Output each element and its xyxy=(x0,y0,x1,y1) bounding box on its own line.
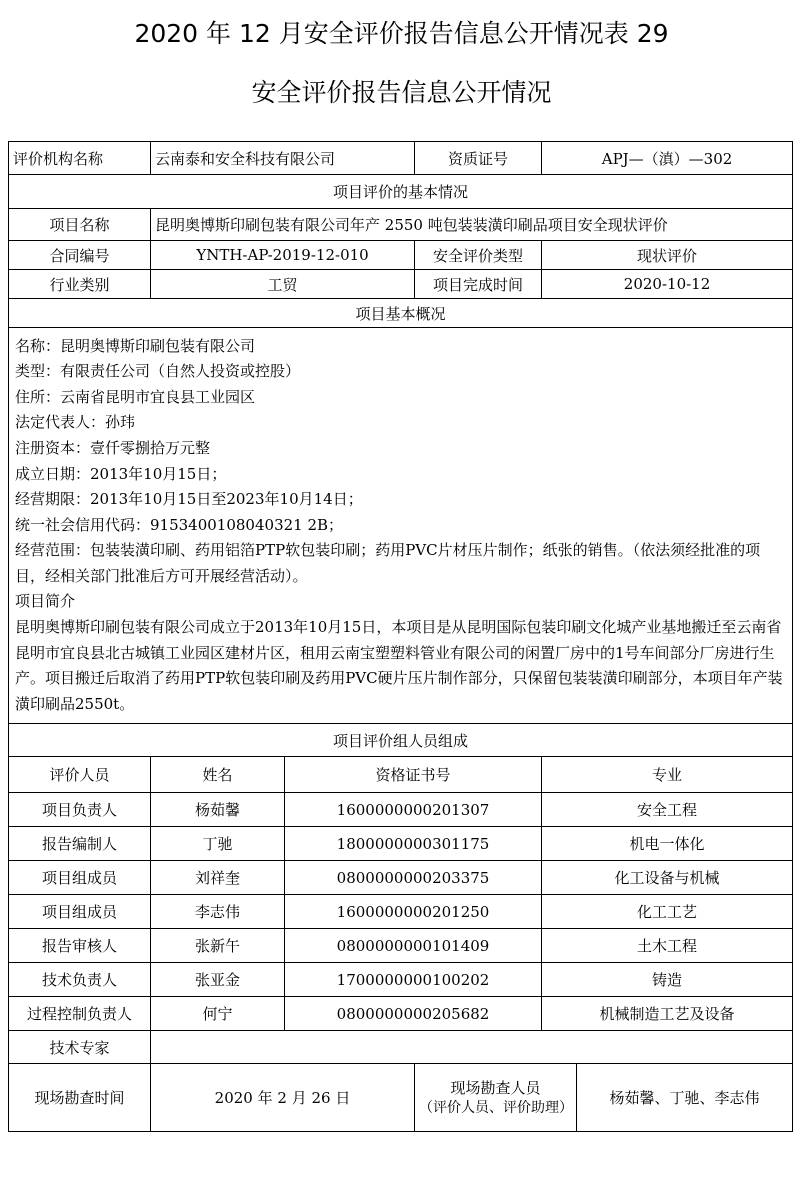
col-major: 专业 xyxy=(542,757,793,793)
project-intro: 昆明奥博斯印刷包装有限公司成立于2013年10月15日，本项目是从昆明国际包装印刷文化城产业基地搬迁至云南省昆明市宜良县北古城镇工业园区建材片区，租用云南宝塑塑料管业有限公司的闲置厂房中的1号车间部分厂房进行生产。项目搬迁后取消了药用PTP软包装印刷及药用PVC硬片压片制作部分，只保留包装装潢印刷部分，本项目年产装潢印刷品2550t。 xyxy=(15,618,783,713)
major-cell: 机械制造工艺及设备 xyxy=(542,997,793,1031)
overview-section-header: 项目基本概况 xyxy=(9,299,793,328)
cert-cell: 0800000000101409 xyxy=(285,929,542,963)
cert-cell: 1700000000100202 xyxy=(285,963,542,997)
cert-value: APJ—（滇）—302 xyxy=(542,142,793,175)
overview-body xyxy=(9,328,793,724)
major-cell: 安全工程 xyxy=(542,793,793,827)
major-cell: 土木工程 xyxy=(542,929,793,963)
overview-line: 法定代表人：孙玮 xyxy=(15,413,136,432)
overview-line: 类型：有限责任公司（自然人投资或控股） xyxy=(15,362,301,381)
role-cell: 项目组成员 xyxy=(9,895,151,929)
team-header-row xyxy=(9,757,793,793)
cert-cell: 0800000000205682 xyxy=(285,997,542,1031)
name-cell: 杨茹馨 xyxy=(151,793,285,827)
survey-row xyxy=(9,1064,793,1132)
cert-cell: 1800000000301175 xyxy=(285,827,542,861)
table-row xyxy=(9,895,793,929)
role-cell: 项目组成员 xyxy=(9,861,151,895)
cert-cell: 0800000000203375 xyxy=(285,861,542,895)
team-section-header: 项目评价组人员组成 xyxy=(9,724,793,757)
industry-value: 工贸 xyxy=(151,270,415,299)
industry-label: 行业类别 xyxy=(9,270,151,299)
survey-people-label-cell xyxy=(415,1064,577,1132)
survey-people-value: 杨茹馨、丁驰、李志伟 xyxy=(577,1064,793,1132)
name-cell: 张亚金 xyxy=(151,963,285,997)
col-cert: 资格证书号 xyxy=(285,757,542,793)
cert-cell: 1600000000201307 xyxy=(285,793,542,827)
name-cell: 何宁 xyxy=(151,997,285,1031)
overview-line: 注册资本：壹仟零捌拾万元整 xyxy=(15,438,211,457)
expert-label: 技术专家 xyxy=(9,1031,151,1064)
expert-row xyxy=(9,1031,793,1064)
table-row xyxy=(9,997,793,1031)
basic-section-header: 项目评价的基本情况 xyxy=(9,175,793,209)
name-cell: 李志伟 xyxy=(151,895,285,929)
page-title: 2020 年 12 月安全评价报告信息公开情况表 29 xyxy=(134,19,669,48)
project-name-label: 项目名称 xyxy=(9,209,151,241)
major-cell: 化工工艺 xyxy=(542,895,793,929)
cert-label: 资质证号 xyxy=(415,142,542,175)
eval-type-label: 安全评价类型 xyxy=(415,241,542,270)
project-name-row xyxy=(9,209,793,241)
eval-type-value: 现状评价 xyxy=(542,241,793,270)
cert-cell: 1600000000201250 xyxy=(285,895,542,929)
overview-line: 经营范围：包装装潢印刷、药用铝箔PTP软包装印刷；药用PVC片材压片制作；纸张的销售。（依法须经批准的项目，经相关部门批准后方可开展经营活动）。 xyxy=(15,541,761,585)
name-cell: 丁驰 xyxy=(151,827,285,861)
page-subtitle: 安全评价报告信息公开情况 xyxy=(251,78,552,107)
role-cell: 技术负责人 xyxy=(9,963,151,997)
overview-line: 成立日期：2013年10月15日； xyxy=(15,464,227,483)
major-cell: 机电一体化 xyxy=(542,827,793,861)
survey-time-label: 现场勘查时间 xyxy=(9,1064,151,1132)
survey-time-value: 2020 年 2 月 26 日 xyxy=(151,1064,415,1132)
table-row xyxy=(9,861,793,895)
project-name-value: 昆明奥博斯印刷包装有限公司年产 2550 吨包装装潢印刷品项目安全现状评价 xyxy=(151,209,793,241)
finish-value: 2020-10-12 xyxy=(542,270,793,299)
industry-row xyxy=(9,270,793,299)
info-table xyxy=(8,141,793,1132)
table-row xyxy=(9,929,793,963)
table-row xyxy=(9,963,793,997)
role-cell: 过程控制负责人 xyxy=(9,997,151,1031)
contract-row xyxy=(9,241,793,270)
contract-label: 合同编号 xyxy=(9,241,151,270)
role-cell: 报告审核人 xyxy=(9,929,151,963)
overview-line: 住所：云南省昆明市宜良县工业园区 xyxy=(15,387,256,406)
org-row xyxy=(9,142,793,175)
overview-line: 经营期限：2013年10月15日至2023年10月14日； xyxy=(15,490,363,509)
contract-value: YNTH-AP-2019-12-010 xyxy=(151,241,415,270)
col-role: 评价人员 xyxy=(9,757,151,793)
table-row xyxy=(9,827,793,861)
major-cell: 铸造 xyxy=(542,963,793,997)
table-row xyxy=(9,793,793,827)
role-cell: 项目负责人 xyxy=(9,793,151,827)
col-name: 姓名 xyxy=(151,757,285,793)
survey-people-sublabel: （评价人员、评价助理） xyxy=(419,1100,574,1116)
role-cell: 报告编制人 xyxy=(9,827,151,861)
survey-people-label: 现场勘查人员 xyxy=(450,1079,541,1097)
name-cell: 刘祥奎 xyxy=(151,861,285,895)
major-cell: 化工设备与机械 xyxy=(542,861,793,895)
overview-line: 项目简介 xyxy=(15,592,76,611)
finish-label: 项目完成时间 xyxy=(415,270,542,299)
overview-line: 统一社会信用代码：9153400108040321 2B； xyxy=(15,515,344,534)
overview-line: 名称：昆明奥博斯印刷包装有限公司 xyxy=(15,336,256,355)
expert-value xyxy=(151,1031,793,1064)
org-label: 评价机构名称 xyxy=(9,142,151,175)
name-cell: 张新午 xyxy=(151,929,285,963)
org-value: 云南泰和安全科技有限公司 xyxy=(151,142,415,175)
